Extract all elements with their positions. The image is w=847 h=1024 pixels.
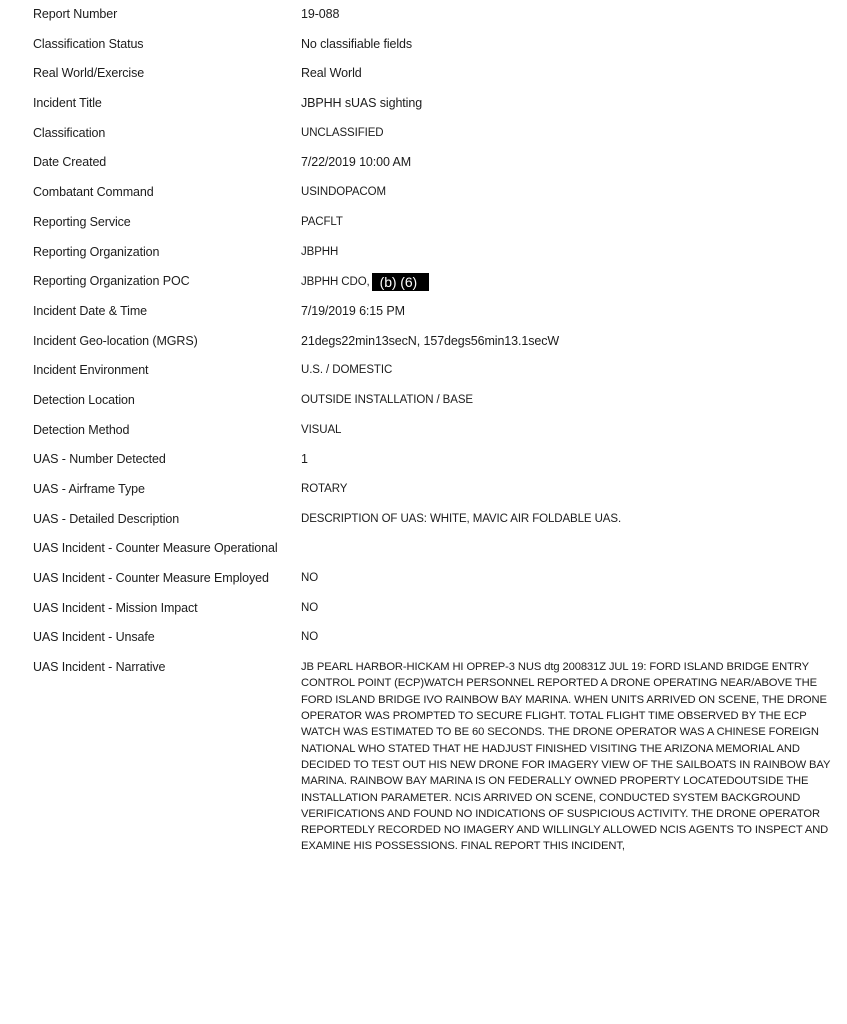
field-row-incident-environment [33, 362, 833, 392]
field-label: UAS Incident - Mission Impact [33, 600, 198, 615]
field-row-detection-method [33, 422, 833, 452]
field-row-report-number [33, 6, 833, 36]
field-row-incident-geo-location [33, 333, 833, 363]
field-label: UAS - Airframe Type [33, 482, 145, 496]
field-label: Date Created [33, 155, 107, 170]
field-label: Real World/Exercise [33, 66, 145, 81]
field-value: PACFLT [301, 215, 343, 228]
field-label: Report Number [33, 7, 118, 21]
field-label: Detection Method [33, 422, 130, 437]
field-row-real-world-exercise [33, 65, 833, 95]
field-row-incident-title [33, 95, 833, 125]
field-value: JBPHH [301, 245, 339, 258]
field-row-counter-measure-operational [33, 540, 833, 570]
field-value: DESCRIPTION OF UAS: WHITE, MAVIC AIR FOLDABLE UAS. [301, 512, 622, 525]
field-row-uas-number-detected [33, 451, 833, 481]
field-label: UAS Incident - Counter Measure Employed [33, 571, 269, 586]
field-label: UAS Incident - Narrative [33, 660, 166, 675]
field-value: ROTARY [301, 483, 348, 495]
field-value: OUTSIDE INSTALLATION / BASE [301, 393, 473, 406]
field-label: Classification Status [33, 36, 144, 51]
field-row-reporting-service [33, 214, 833, 244]
field-value: U.S. / DOMESTIC [301, 364, 393, 377]
field-label: UAS - Number Detected [33, 452, 166, 467]
field-value: Real World [301, 66, 362, 81]
field-row-narrative [33, 659, 833, 855]
field-label: UAS - Detailed Description [33, 511, 180, 526]
redaction-box: (b) (6) [372, 273, 429, 291]
field-label: Incident Environment [33, 363, 149, 378]
field-label: Classification [33, 125, 106, 140]
field-value: VISUAL [301, 423, 342, 436]
incident-report [33, 6, 833, 855]
field-label: Reporting Service [33, 214, 131, 229]
poc-text: JBPHH CDO, [301, 276, 370, 289]
field-row-uas-detailed-description [33, 511, 833, 541]
field-label: UAS Incident - Unsafe [33, 630, 155, 645]
field-row-detection-location [33, 392, 833, 422]
field-value: UNCLASSIFIED [301, 126, 384, 139]
field-row-date-created [33, 154, 833, 184]
field-label: UAS Incident - Counter Measure Operational [33, 541, 278, 556]
field-row-reporting-organization-poc [33, 273, 833, 303]
field-value: NO [301, 631, 319, 644]
field-value: 7/22/2019 10:00 AM [301, 155, 412, 170]
field-row-counter-measure-employed [33, 570, 833, 600]
field-label: Reporting Organization [33, 244, 160, 259]
field-row-uas-airframe-type [33, 481, 833, 511]
field-value: 21degs22min13secN, 157degs56min13.1secW [301, 333, 560, 348]
field-label: Combatant Command [33, 185, 154, 200]
field-value: 19-088 [301, 7, 340, 21]
field-row-classification [33, 125, 833, 155]
narrative-text: JB PEARL HARBOR-HICKAM HI OPREP-3 NUS dtg 200831Z JUL 19: FORD ISLAND BRIDGE ENTRY CONTROL POINT (ECP)WATCH PERSONNEL REPORTED A DRONE OPERATING NEAR/ABOVE THE FORD ISLAND BRIDGE IVO RAINBOW BAY MARINA. WHEN UNITS ARRIVED ON SCENE, THE DRONE OPERATOR WAS PROMPTED TO SECURE FLIGHT. TOTAL FLIGHT TIME OBSERVED BY THE ECP WATCH WAS ESTIMATED TO BE 60 SECONDS. THE DRONE OPERATOR WAS A CHINESE FOREIGN NATIONAL WHO STATED THAT HE HADJUST FINISHED VISITING THE ARIZONA MEMORIAL AND DECIDED TO TEST OUT HIS NEW DRONE FOR IMAGERY VIEW OF THE SAILBOATS IN RAINBOW BAY MARINA. RAINBOW BAY MARINA IS ON FEDERALLY OWNED PROPERTY LOCATEDOUTSIDE THE INSTALLATION PARAMETER. NCIS ARRIVED ON SCENE, CONDUCTED SYSTEM BACKGROUND VERIFICATIONS AND FOUND NO INDICATIONS OF SUSPICIOUS ACTIVITY. THE DRONE OPERATOR REPORTEDLY RECORDED NO IMAGERY AND WILLINGLY ALLOWED NCIS AGENTS TO INSPECT AND EXAMINE HIS POSSESSIONS. FINAL REPORT THIS INCIDENT, [301, 661, 831, 853]
field-value: JBPHH sUAS sighting [301, 96, 423, 111]
field-row-classification-status [33, 36, 833, 66]
field-label: Detection Location [33, 392, 135, 407]
field-row-reporting-organization [33, 244, 833, 274]
field-value: No classifiable fields [301, 36, 413, 51]
field-label: Incident Title [33, 96, 102, 111]
field-row-combatant-command [33, 184, 833, 214]
field-value: USINDOPACOM [301, 186, 386, 199]
field-row-unsafe [33, 629, 833, 659]
field-row-incident-date-time [33, 303, 833, 333]
field-value: NO [301, 601, 319, 614]
field-label: Incident Geo-location (MGRS) [33, 333, 198, 348]
field-value [301, 273, 833, 291]
field-value: 7/19/2019 6:15 PM [301, 303, 405, 318]
field-label: Incident Date & Time [33, 303, 148, 318]
field-value: 1 [301, 452, 308, 467]
field-value: NO [301, 572, 319, 585]
field-label: Reporting Organization POC [33, 274, 190, 289]
field-row-mission-impact [33, 600, 833, 630]
